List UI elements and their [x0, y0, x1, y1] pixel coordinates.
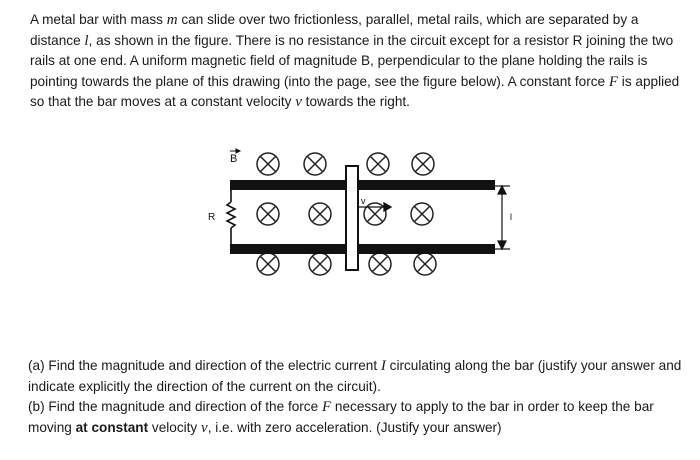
field-into-page-icon	[364, 203, 386, 225]
part-a-text-1: (a) Find the magnitude and direction of the electric current	[28, 358, 381, 373]
intro-text-1: A metal bar with mass	[30, 12, 167, 27]
field-into-page-icon	[309, 203, 331, 225]
velocity-label: v	[361, 196, 366, 206]
field-into-page-icon	[257, 153, 279, 175]
field-into-page-icon	[257, 203, 279, 225]
intro-paragraph	[30, 10, 680, 113]
problem-statement	[30, 10, 680, 113]
field-into-page-icon	[412, 153, 434, 175]
questions	[28, 356, 688, 438]
part-b-bold: at constant	[75, 419, 149, 435]
field-into-page-icon	[367, 153, 389, 175]
velocity-symbol-b: v	[201, 419, 208, 436]
bottom-rail	[230, 244, 495, 254]
intro-text-3: , as shown in the figure. There is no resistance in the circuit except for a resistor R joining the two rails at one end. A uniform magnetic field of magnitude B, perpendicular to the plane holding the rails is pointing towards the plane of this drawing (into the page, see the figure below). A constant force	[30, 32, 674, 89]
separation-dimension-icon	[495, 186, 510, 249]
distance-symbol: l	[84, 32, 89, 49]
top-rail	[230, 180, 495, 190]
rail-circuit-figure	[190, 140, 510, 280]
part-a-text-2: circulating along the bar (justify your answer and indicate explicitly the direction of the current on the circuit).	[28, 358, 682, 394]
velocity-symbol: v	[295, 94, 302, 110]
part-b	[28, 397, 688, 438]
resistor-label: R	[208, 212, 216, 223]
part-b-text-2: necessary to apply to the bar in order to keep the bar moving	[28, 399, 654, 435]
intro-text-2: can slide over two frictionless, parallel, metal rails, which are separated by a distance	[30, 12, 639, 48]
current-symbol: I	[380, 358, 386, 374]
separation-label: l	[510, 212, 512, 222]
field-into-page-icon	[411, 203, 433, 225]
field-label: B	[230, 153, 238, 165]
field-into-page-icon	[304, 153, 326, 175]
part-b-text-4: , i.e. with zero acceleration. (Justify your answer)	[207, 419, 502, 435]
intro-text-4: is applied so that the bar moves at a constant velocity	[30, 73, 680, 109]
sliding-bar	[346, 166, 358, 270]
part-b-text-1: (b) Find the magnitude and direction of the force	[28, 399, 322, 414]
intro-text-5: towards the right.	[301, 94, 410, 109]
field-into-page-icon	[257, 253, 279, 275]
resistor	[227, 184, 235, 250]
field-into-page-icon	[369, 253, 391, 275]
field-into-page-icon	[309, 253, 331, 275]
part-a	[28, 356, 688, 397]
force-symbol: F	[608, 73, 619, 90]
mass-symbol: m	[166, 12, 178, 28]
part-b-text-3: velocity	[148, 419, 202, 435]
force-symbol-b: F	[321, 399, 332, 415]
field-into-page-icon	[414, 253, 436, 275]
